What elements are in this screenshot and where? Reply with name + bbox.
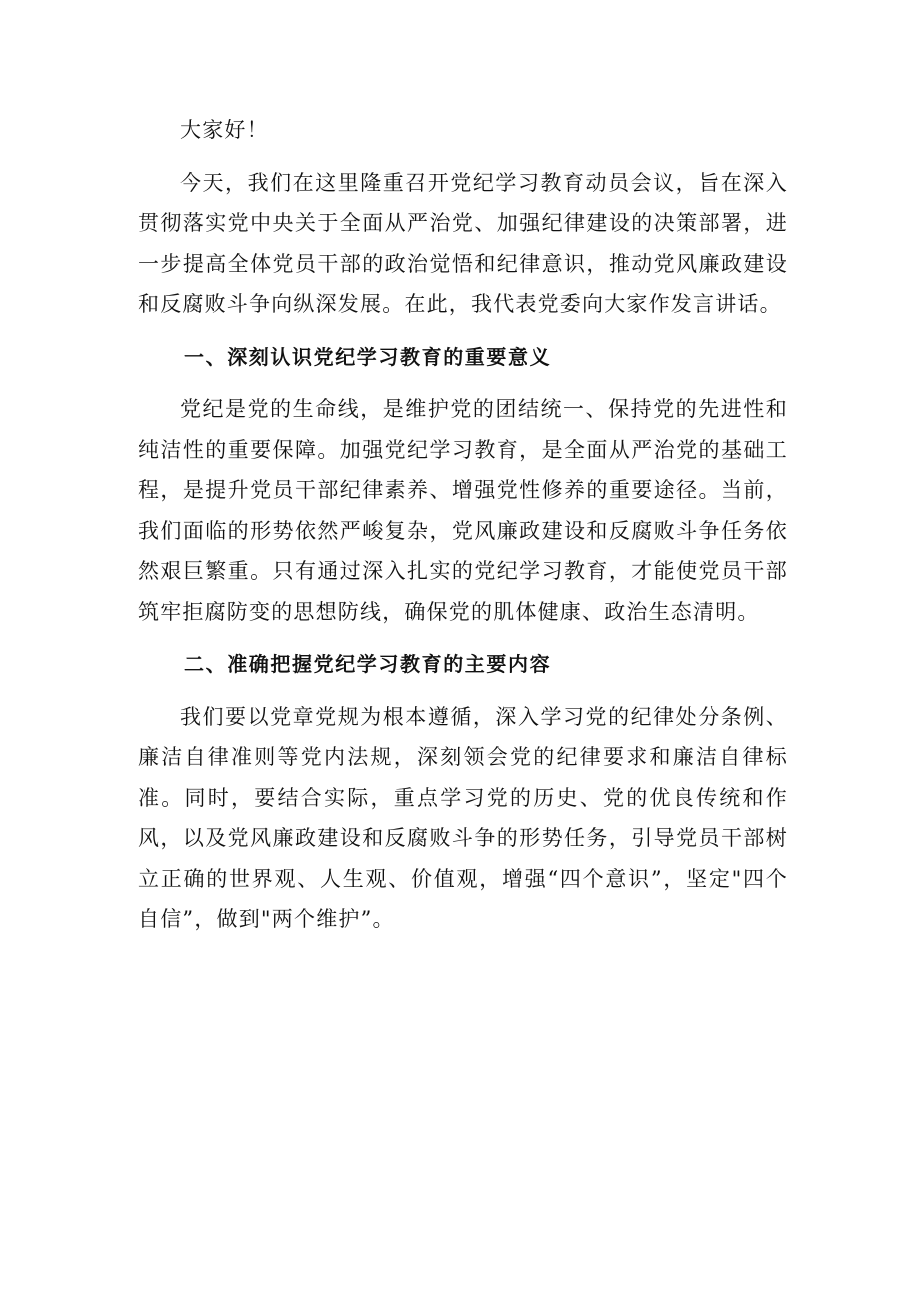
document-body [138,110,788,940]
section-body-2: 我们要以党章党规为根本遵循，深入学习党的纪律处分条例、廉洁自律准则等党内法规，深刻领会党的纪律要求和廉洁自律标准。同时，要结合实际，重点学习党的历史、党的优良传统和作风，以及党风廉政建设和反腐败斗争的形势任务，引导党员干部树立正确的世界观、人生观、价值观，增强“四个意识”，坚定"四个自信”，做到"两个维护”。 [138,704,788,931]
greeting: 大家好！ [180,118,269,142]
intro-paragraph: 今天，我们在这里隆重召开党纪学习教育动员会议，旨在深入贯彻落实党中央关于全面从严治党、加强纪律建设的决策部署，进一步提高全体党员干部的政治觉悟和纪律意识，推动党风廉政建设和反腐败斗争向纵深发展。在此，我代表党委向大家作发言讲话。 [138,170,788,316]
section-body-1: 党纪是党的生命线，是维护党的团结统一、保持党的先进性和纯洁性的重要保障。加强党纪学习教育，是全面从严治党的基础工程，是提升党员干部纪律素养、增强党性修养的重要途径。当前，我们面临的形势依然严峻复杂，党风廉政建设和反腐败斗争任务依然艰巨繁重。只有通过深入扎实的党纪学习教育，才能使党员干部筑牢拒腐防变的思想防线，确保党的肌体健康、政治生态清明。 [138,397,788,624]
section-heading-2: 二、准确把握党纪学习教育的主要内容 [184,652,552,676]
section-heading-1: 一、深刻认识党纪学习教育的重要意义 [184,344,552,369]
